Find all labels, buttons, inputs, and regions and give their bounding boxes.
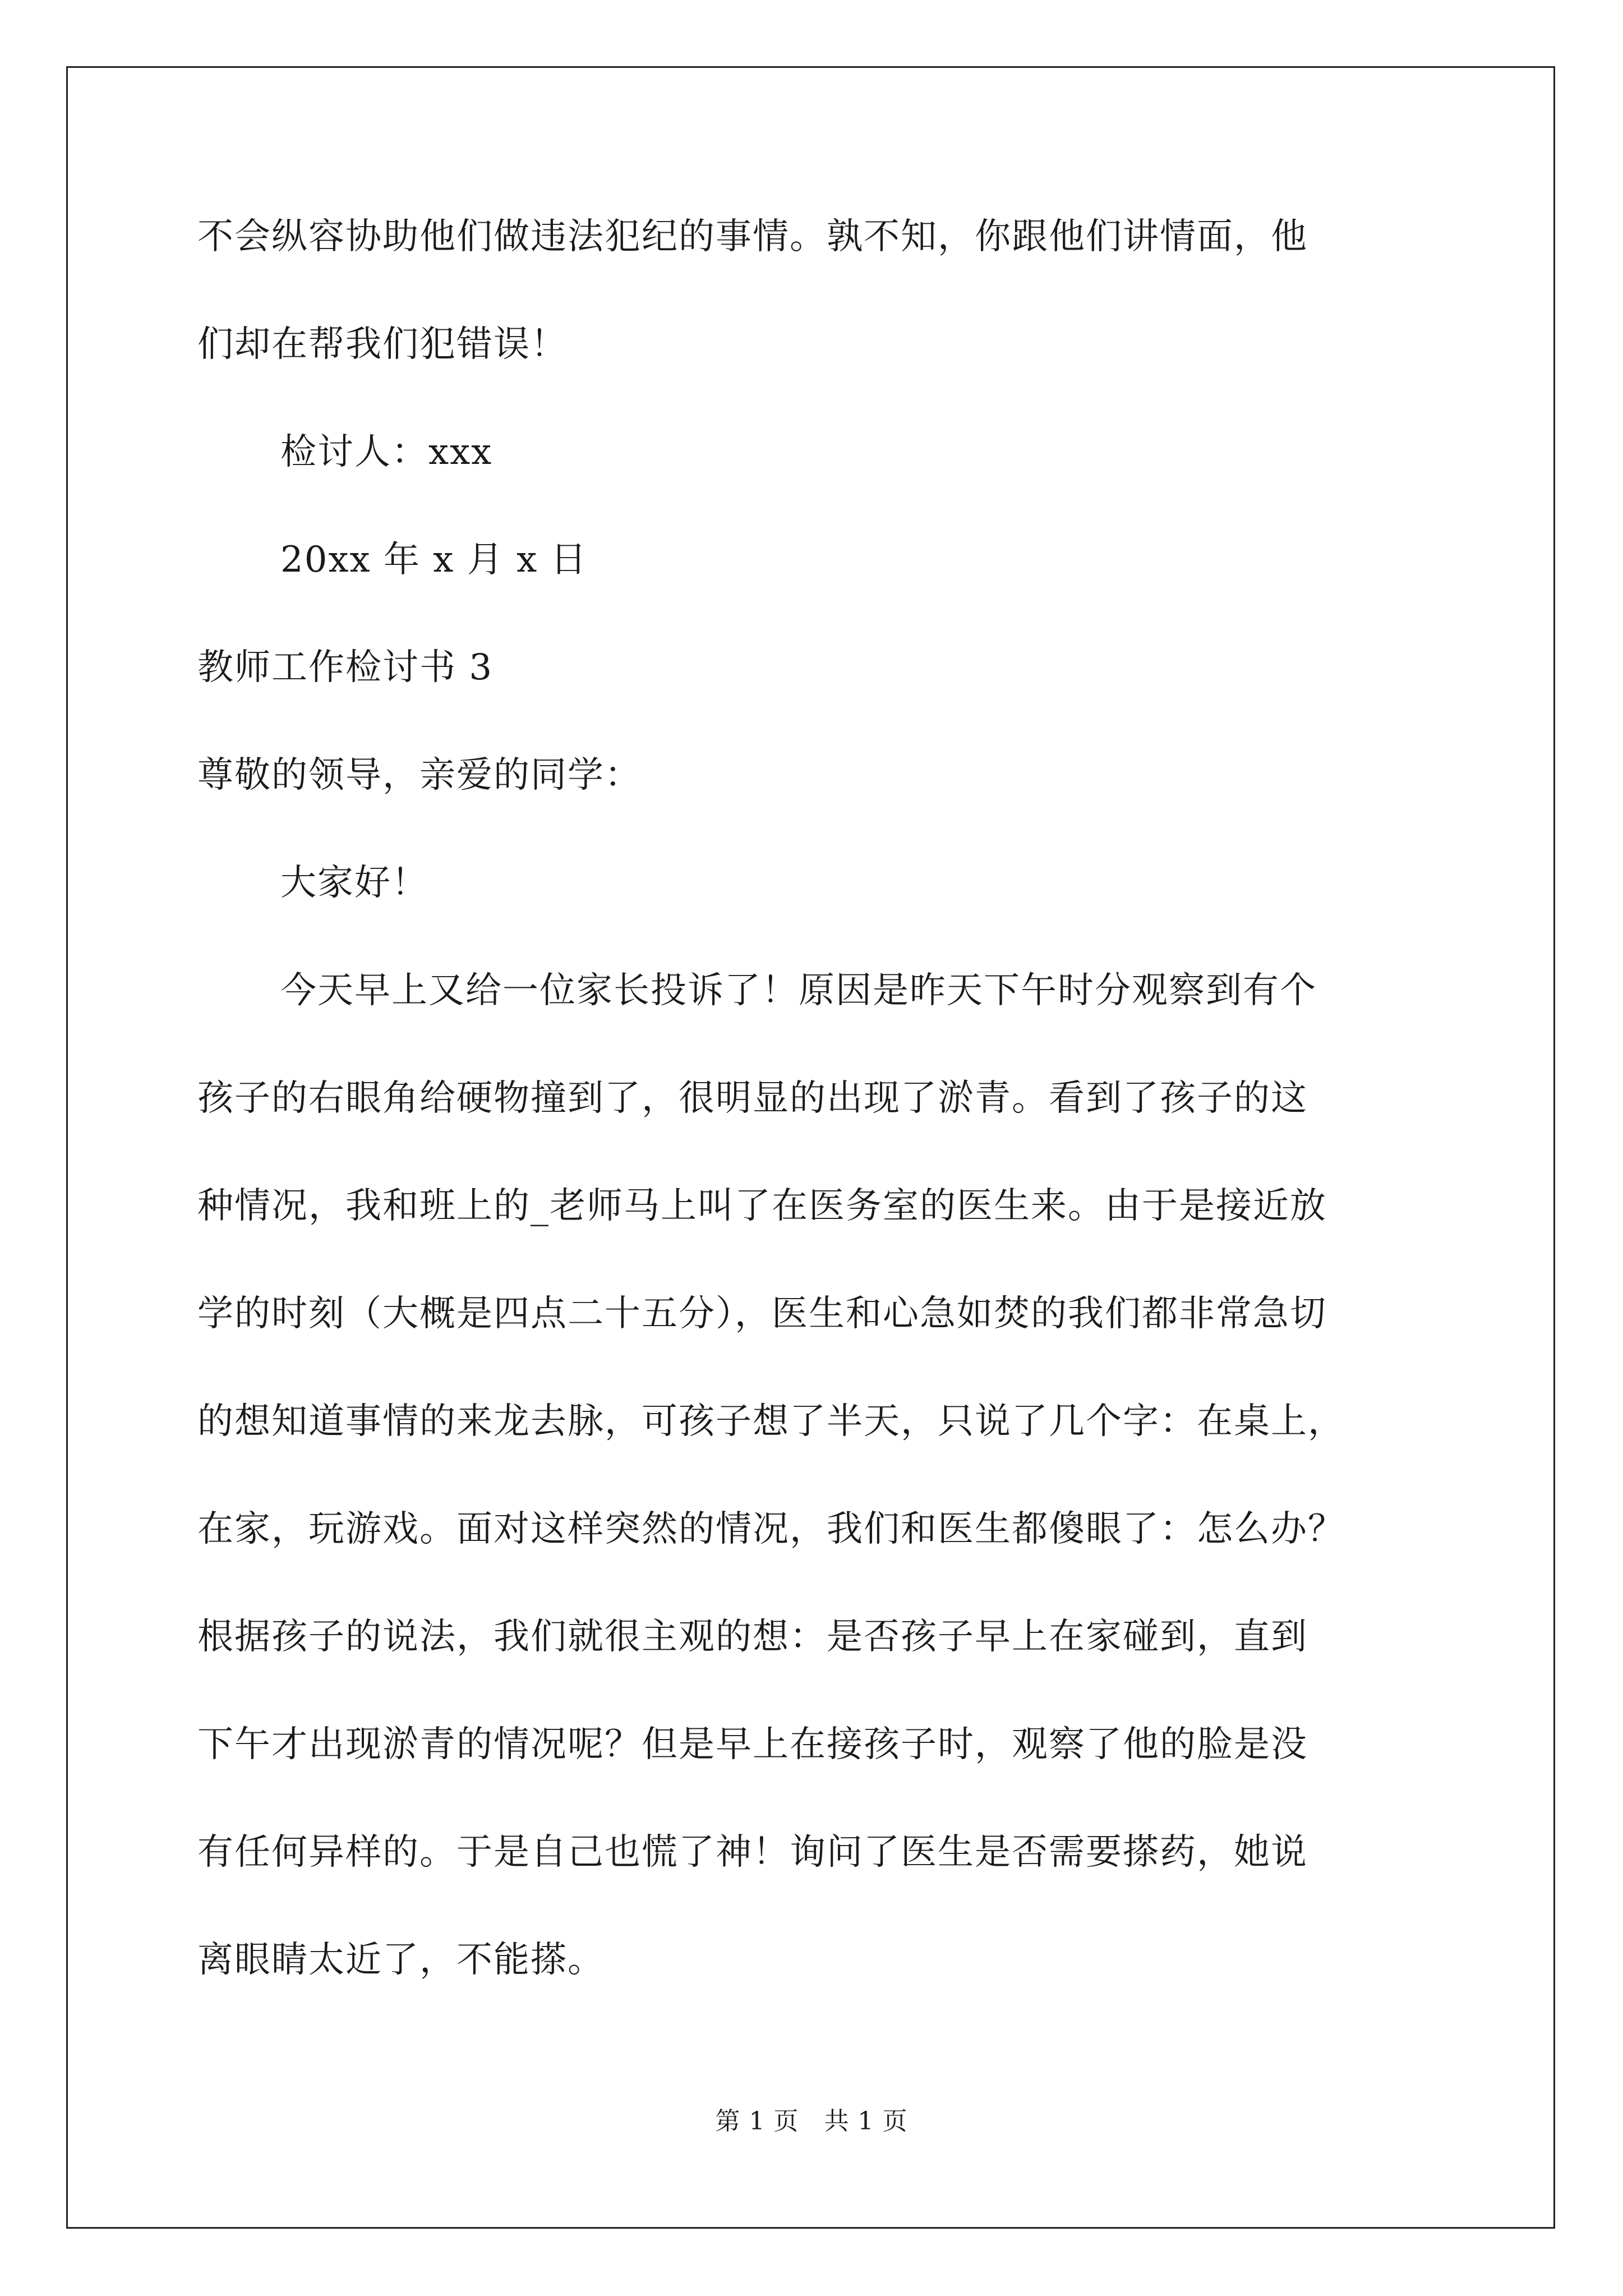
paragraph-line: 学的时刻（大概是四点二十五分），医生和心急如焚的我们都非常急切 (197, 1293, 1327, 1335)
paragraph-line: 根据孩子的说法，我们就很主观的想：是否孩子早上在家碰到，直到 (197, 1616, 1308, 1658)
paragraph-line: 有任何异样的。于是自己也慌了神！询问了医生是否需要搽药，她说 (197, 1832, 1308, 1873)
page-number-footer: 第 1 页 共 1 页 (715, 2107, 908, 2136)
paragraph-line: 今天早上又给一位家长投诉了！原因是昨天下午时分观察到有个 (280, 970, 1317, 1011)
document-body (197, 216, 1459, 2050)
greeting: 大家好！ (280, 862, 428, 904)
paragraph-line: 下午才出现淤青的情况呢？但是早上在接孩子时，观察了他的脸是没 (197, 1724, 1308, 1765)
paragraph-line: 不会纵容协助他们做违法犯纪的事情。孰不知，你跟他们讲情面，他 (197, 216, 1308, 257)
signature-line: 检讨人：xxx (280, 431, 493, 473)
paragraph-line: 种情况，我和班上的_老师马上叫了在医务室的医生来。由于是接近放 (197, 1185, 1327, 1227)
paragraph-line: 们却在帮我们犯错误！ (197, 324, 568, 365)
section-title: 教师工作检讨书 3 (197, 647, 494, 688)
paragraph-line: 孩子的右眼角给硬物撞到了，很明显的出现了淤青。看到了孩子的这 (197, 1078, 1308, 1119)
date-line: 20xx 年 x 月 x 日 (280, 539, 588, 581)
salutation: 尊敬的领导，亲爱的同学： (197, 754, 642, 796)
paragraph-line: 在家，玩游戏。面对这样突然的情况，我们和医生都傻眼了：怎么办？ (197, 1508, 1345, 1550)
paragraph-line: 离眼睛太近了，不能搽。 (197, 1939, 605, 1981)
paragraph-line: 的想知道事情的来龙去脉，可孩子想了半天，只说了几个字：在桌上， (197, 1401, 1345, 1442)
